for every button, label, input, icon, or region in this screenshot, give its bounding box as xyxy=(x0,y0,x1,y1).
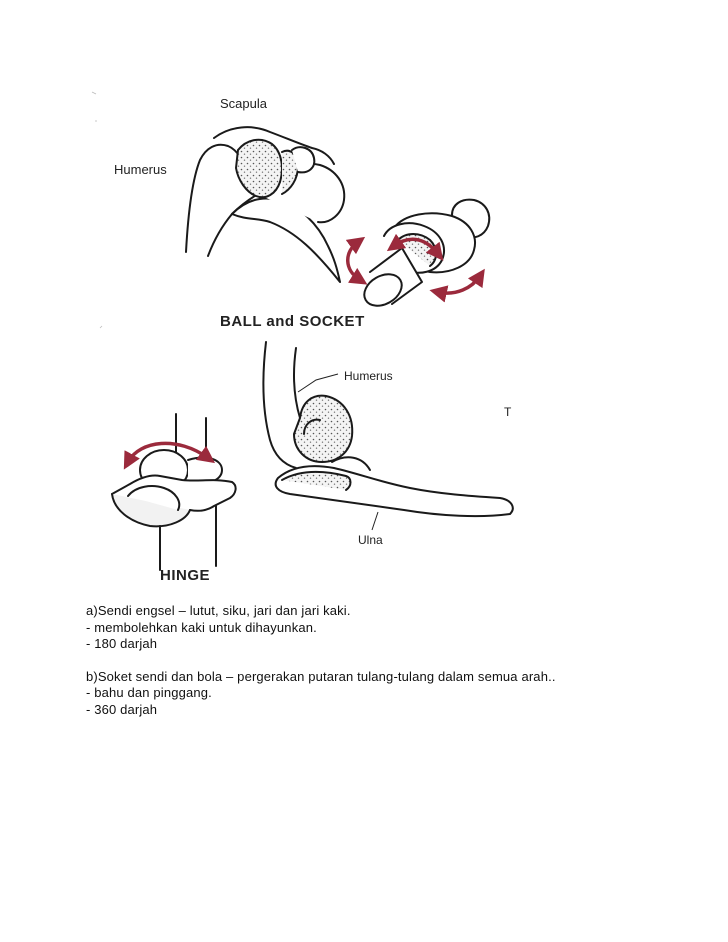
paragraph-gap xyxy=(86,653,686,669)
label-scapula: Scapula xyxy=(220,96,267,111)
caption-b-line1: - bahu dan pinggang. xyxy=(86,685,212,700)
label-ball-and-socket: BALL and SOCKET xyxy=(220,313,365,330)
caption-text xyxy=(86,603,686,718)
hinge-model xyxy=(112,414,236,570)
scan-marks xyxy=(92,92,102,328)
label-humerus-elbow: Humerus xyxy=(344,369,393,383)
shoulder-joint-drawing xyxy=(186,127,344,282)
label-humerus-shoulder: Humerus xyxy=(114,162,167,177)
joints-illustration xyxy=(80,80,540,590)
label-ulna: Ulna xyxy=(358,533,383,547)
caption-b-line2: - 360 darjah xyxy=(86,701,158,717)
caption-a-title: a)Sendi engsel – lutut, siku, jari dan jari kaki. xyxy=(86,603,351,618)
label-stray-t: T xyxy=(504,405,512,419)
caption-a-line1: - membolehkan kaki untuk dihayunkan. xyxy=(86,619,317,635)
label-hinge: HINGE xyxy=(160,567,211,584)
ball-socket-model xyxy=(359,200,490,313)
caption-a-line2: - 180 darjah xyxy=(86,636,158,651)
caption-b-title: b)Soket sendi dan bola – pergerakan putaran tulang-tulang dalam semua arah.. xyxy=(86,668,556,684)
